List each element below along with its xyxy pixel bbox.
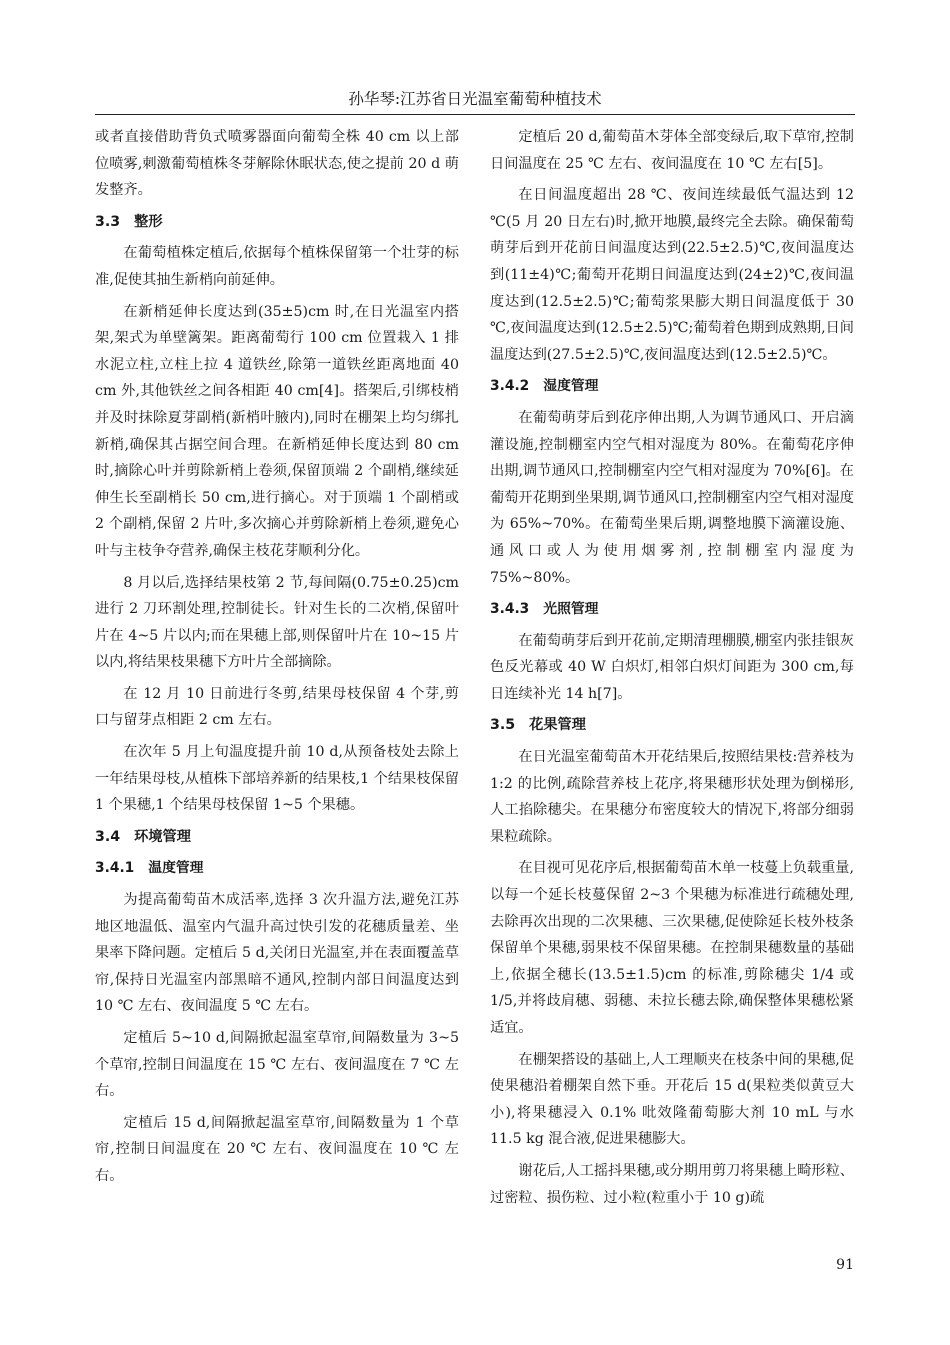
paragraph: 为提高葡萄苗木成活率,选择 3 次升温方法,避免江苏地区地温低、温室内气温升高过快引发的花穗质量差、坐果率下降问题。定植后 5 d,关闭日光温室,并在表面覆盖草帘,保持日光温室内部黑暗不通风,控制内部日间温度达到 10 ℃ 左右、夜间温度 5 ℃ 左右。	[95, 892, 459, 1015]
paragraph: 在日光温室葡萄苗木开花结果后,按照结果枝:营养枝为 1:2 的比例,疏除营养枝上花序,将果穗形状处理为倒梯形,人工掐除穗尖。在果穗分布密度较大的情况下,将部分细弱果粒疏除。	[490, 749, 854, 845]
paragraph: 定植后 5~10 d,间隔掀起温室草帘,间隔数量为 3~5 个草帘,控制日间温度在 15 ℃ 左右、夜间温度在 7 ℃ 左右。	[95, 1030, 459, 1100]
section-heading-3-5	[490, 712, 854, 739]
section-heading-3-4	[95, 824, 459, 851]
section-title: 温度管理	[148, 860, 204, 877]
right-column	[490, 124, 854, 1216]
section-number: 3.3	[95, 213, 121, 230]
left-column	[95, 124, 459, 1195]
paragraph: 定植后 20 d,葡萄苗木芽体全部变绿后,取下草帘,控制日间温度在 25 ℃ 左右、夜间温度在 10 ℃ 左右[5]。	[490, 129, 854, 172]
paragraph: 在目视可见花序后,根据葡萄苗木单一枝蔓上负载重量,以每一个延长枝蔓保留 2~3 个果穗为标准进行疏穗处理,去除再次出现的二次果穗、三次果穗,促使除延长枝外枝条保留单个果穗,弱果枝不保留果穗。在控制果穗数量的基础上,依据全穗长(13.5±1.5)cm 的标准,剪除穗尖 1/4 或 1/5,并将歧肩穗、弱穗、未拉长穗去除,确保整体果穗松紧适宜。	[490, 860, 854, 1036]
paragraph: 在日间温度超出 28 ℃、夜间连续最低气温达到 12 ℃(5 月 20 日左右)时,掀开地膜,最终完全去除。确保葡萄萌芽后到开花前日间温度达到(22.5±2.5)℃,夜间温度达到(11±4)℃;葡萄开花期日间温度达到(24±2)℃,夜间温度达到(12.5±2.5)℃;葡萄浆果膨大期日间温度低于 30 ℃,夜间温度达到(12.5±2.5)℃;葡萄着色期到成熟期,日间温度达到(27.5±2.5)℃,夜间温度达到(12.5±2.5)℃。	[490, 187, 854, 363]
page-number: 91	[836, 1257, 854, 1273]
paragraph: 在葡萄萌芽后到开花前,定期清理棚膜,棚室内张挂银灰色反光幕或 40 W 白炽灯,相邻白炽灯间距为 300 cm,每日连续补光 14 h[7]。	[490, 632, 854, 702]
paragraph: 在次年 5 月上旬温度提升前 10 d,从预备枝处去除上一年结果母枝,从植株下部培养新的结果枝,1 个结果枝保留 1 个果穗,1 个结果母枝保留 1~5 个果穗。	[95, 744, 459, 814]
paragraph: 谢花后,人工摇抖果穗,或分期用剪刀将果穗上畸形粒、过密粒、损伤粒、过小粒(粒重小于 10 g)疏	[490, 1162, 854, 1206]
paragraph: 在葡萄植株定植后,依据每个植株保留第一个壮芽的标准,促使其抽生新梢向前延伸。	[95, 245, 459, 288]
paragraph: 在 12 月 10 日前进行冬剪,结果母枝保留 4 个芽,剪口与留芽点相距 2 cm 左右。	[95, 685, 459, 729]
section-number: 3.4.2	[490, 378, 530, 395]
subsection-heading-3-4-2	[490, 373, 854, 400]
section-number: 3.4	[95, 828, 121, 845]
section-title: 整形	[134, 213, 163, 230]
section-heading-3-3	[95, 209, 459, 236]
section-number: 3.5	[490, 717, 516, 734]
paragraph: 在新梢延伸长度达到(35±5)cm 时,在日光温室内搭架,架式为单壁篱架。距离葡萄行 100 cm 位置栽入 1 排水泥立柱,立柱上拉 4 道铁丝,除第一道铁丝距离地面 40 cm 外,其他铁丝之间各相距 40 cm[4]。搭架后,引绑枝梢并及时抹除夏芽副梢(新梢叶腋内),同时在棚架上均匀绑扎新梢,确保其占据空间合理。在新梢延伸长度达到 80 cm 时,摘除心叶并剪除新梢上卷须,保留顶端 2 个副梢,继续延伸生长至副梢长 50 cm,进行摘心。对于顶端 1 个副梢或 2 个副梢,保留 2 片叶,多次摘心并剪除新梢上卷须,避免心叶与主枝争夺营养,确保主枝花芽顺利分化。	[95, 303, 459, 559]
section-title: 花果管理	[529, 717, 586, 734]
running-title: 孙华琴:江苏省日光温室葡萄种植技术	[348, 90, 602, 108]
section-title: 湿度管理	[543, 378, 599, 395]
section-number: 3.4.1	[95, 860, 135, 877]
paragraph: 在棚架搭设的基础上,人工理顺夹在枝条中间的果穗,促使果穗沿着棚架自然下垂。开花后 15 d(果粒类似黄豆大小),将果穗浸入 0.1% 吡效隆葡萄膨大剂 10 mL 与水 11.5 kg 混合液,促进果穗膨大。	[490, 1051, 854, 1148]
section-title: 环境管理	[134, 828, 191, 845]
paragraph: 8 月以后,选择结果枝第 2 节,每间隔(0.75±0.25)cm 进行 2 刀环割处理,控制徒长。针对生长的二次梢,保留叶片在 4~5 片以内;而在果穗上部,则保留叶片在 10~15 片以内,将结果枝果穗下方叶片全部摘除。	[95, 574, 459, 671]
section-number: 3.4.3	[490, 601, 530, 618]
section-title: 光照管理	[543, 601, 599, 618]
paragraph: 在葡萄萌芽后到花序伸出期,人为调节通风口、开启滴灌设施,控制棚室内空气相对湿度为 80%。在葡萄花序伸出期,调节通风口,控制棚室内空气相对湿度为 70%[6]。在葡萄开花期到坐果期,调节通风口,控制棚室内空气相对湿度为 65%~70%。在葡萄坐果后期,调整地膜下滴灌设施、通风口或人为使用烟雾剂,控制棚室内湿度为 75%~80%。	[490, 409, 854, 586]
running-header	[95, 84, 855, 115]
subsection-heading-3-4-3	[490, 596, 854, 623]
paragraph: 定植后 15 d,间隔掀起温室草帘,间隔数量为 1 个草帘,控制日间温度在 20 ℃ 左右、夜间温度在 10 ℃ 左右。	[95, 1114, 459, 1184]
paragraph: 或者直接借助背负式喷雾器面向葡萄全株 40 cm 以上部位喷雾,刺激葡萄植株冬芽解除休眠状态,使之提前 20 d 萌发整齐。	[95, 129, 459, 199]
subsection-heading-3-4-1	[95, 855, 459, 882]
